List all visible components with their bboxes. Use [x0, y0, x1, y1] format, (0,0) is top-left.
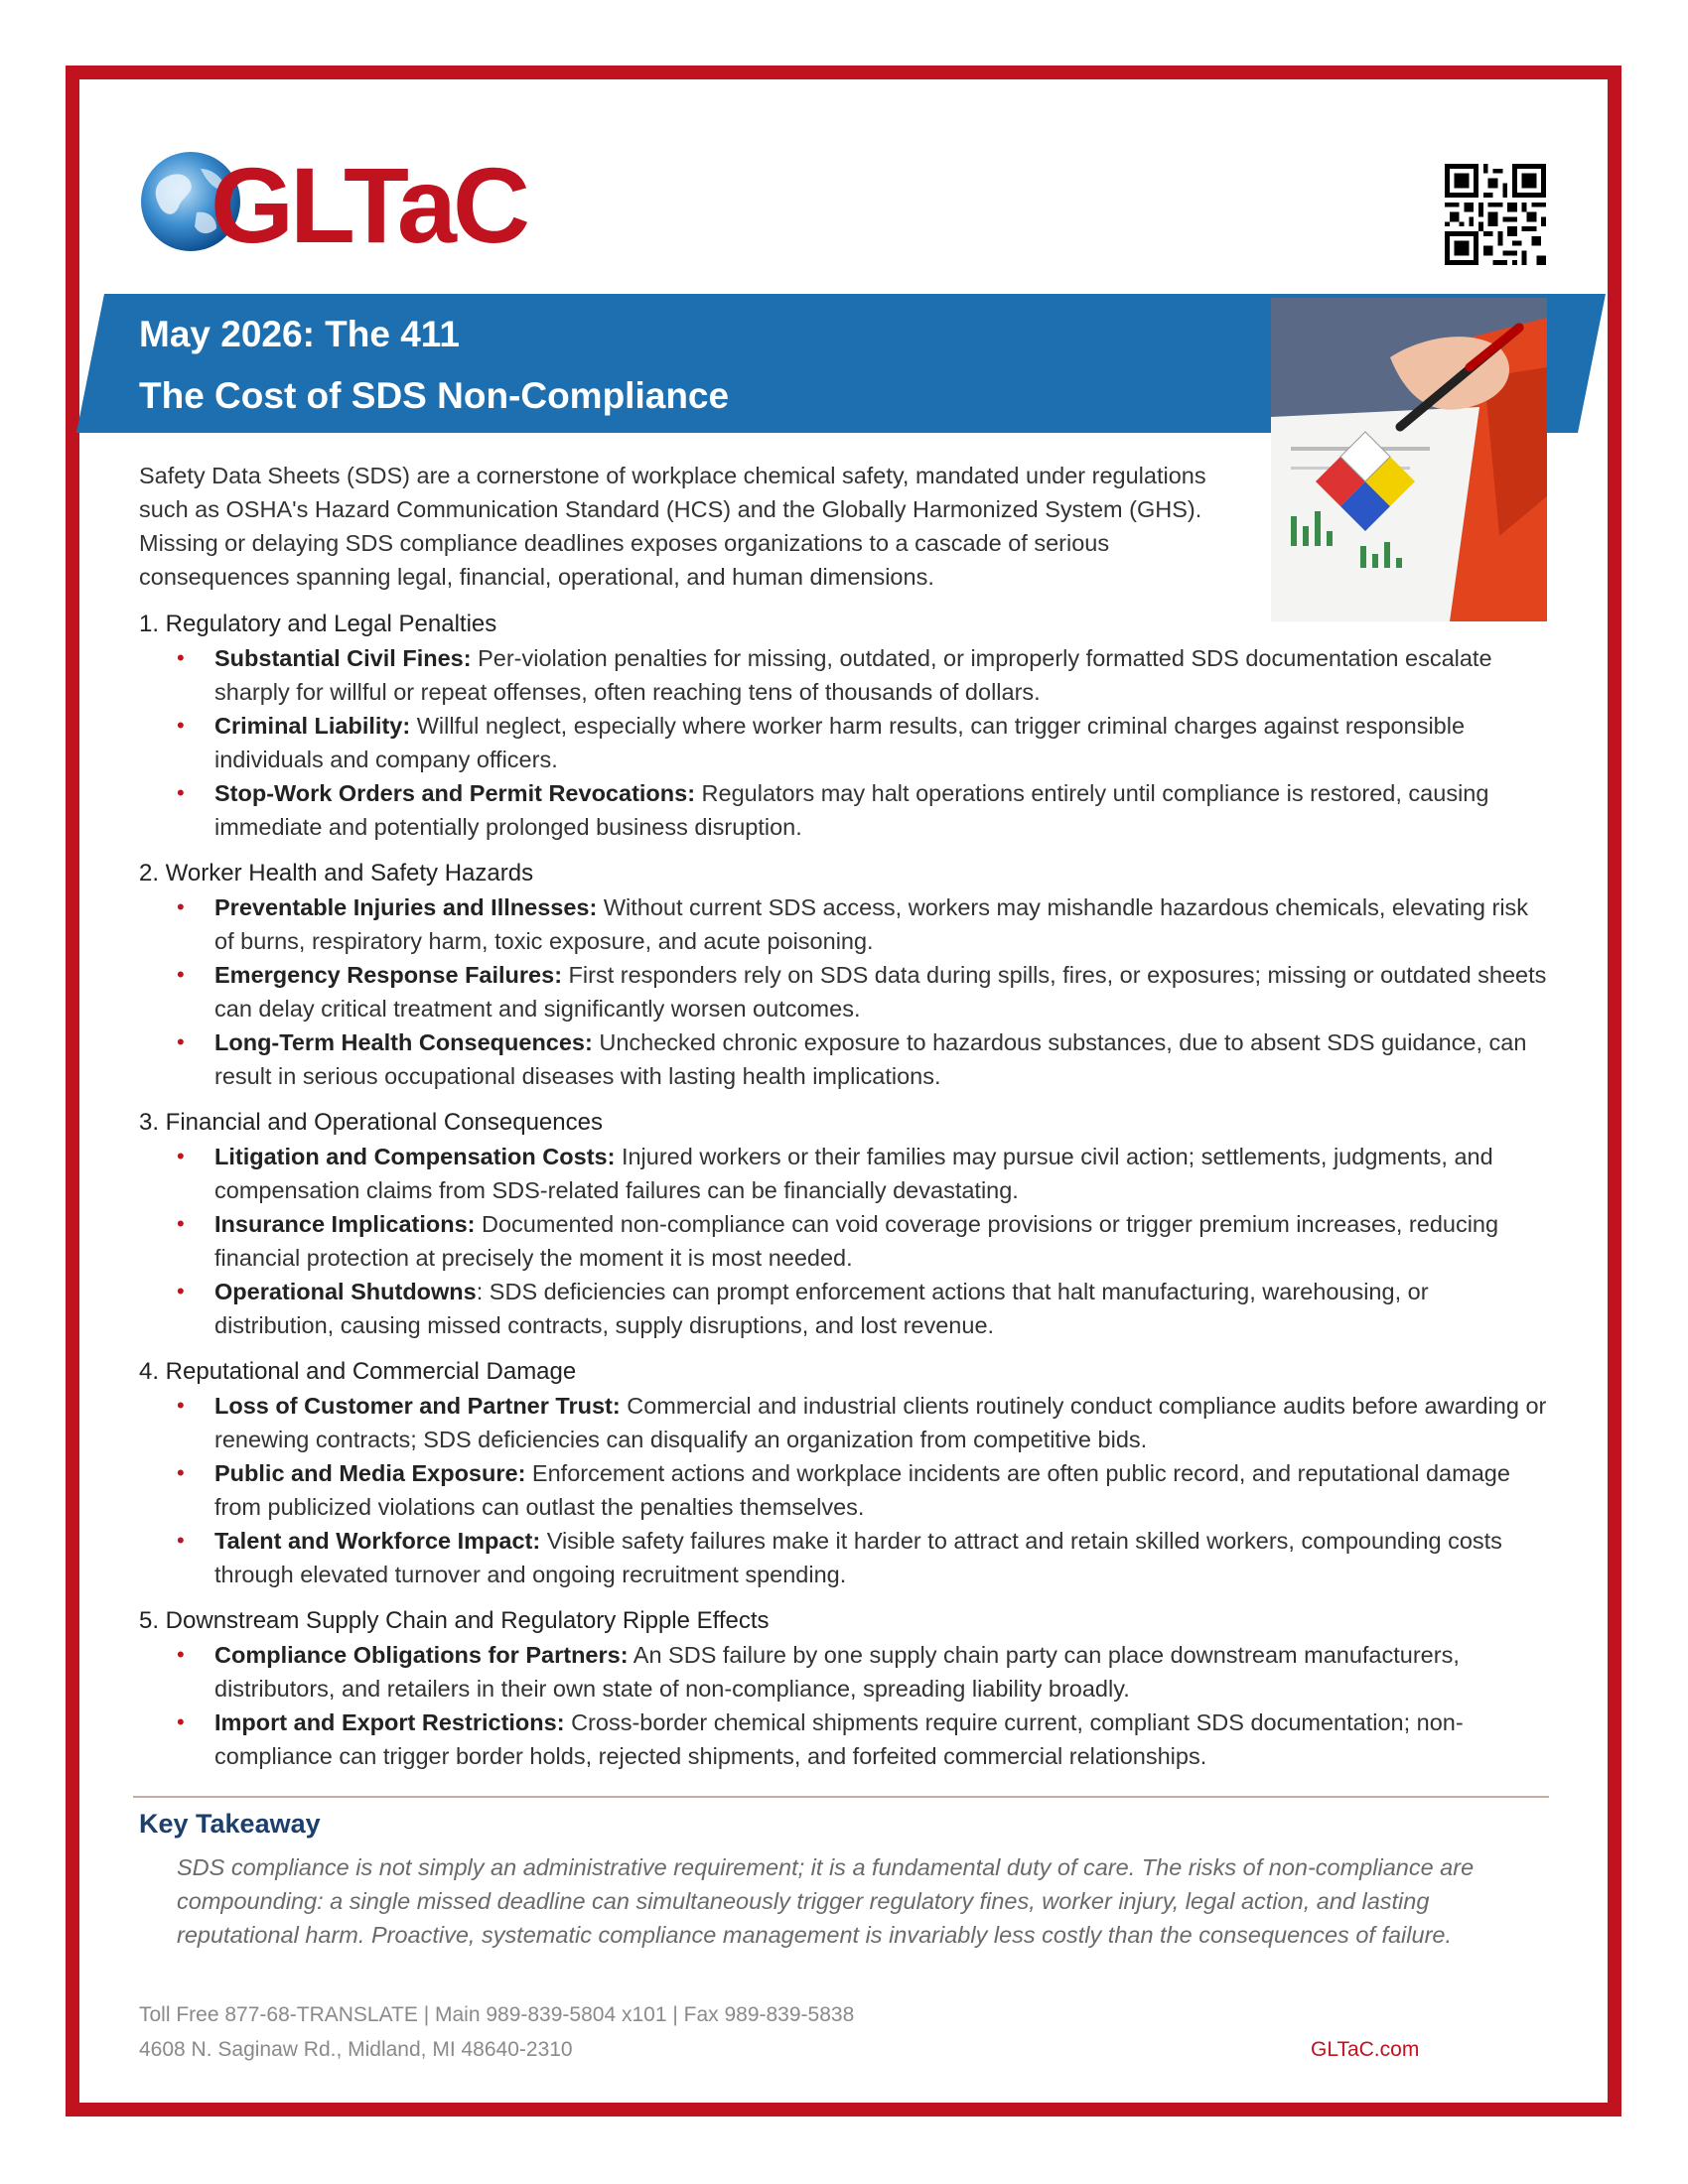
list-item: • Litigation and Compensation Costs: Injured workers or their families may pursue civil action; settlements, judgments, and compensation claims from SDS-related failures can be financially devastating.	[139, 1140, 1549, 1207]
list-item: • Criminal Liability: Willful neglect, especially where worker harm results, can trigger criminal charges against responsible individuals and company officers.	[139, 709, 1549, 776]
bullet-icon: •	[177, 894, 185, 919]
bullet-icon: •	[177, 1393, 185, 1418]
section-financial	[139, 1106, 1549, 1342]
section-reputational	[139, 1355, 1549, 1591]
bullet-icon: •	[177, 1211, 185, 1236]
section-title: 5. Downstream Supply Chain and Regulatory Ripple Effects	[139, 1607, 770, 1634]
bullet-icon: •	[177, 1144, 185, 1168]
key-takeaway-heading: Key Takeaway	[139, 1809, 321, 1839]
list-item: • Substantial Civil Fines: Per-violation penalties for missing, outdated, or improperly formatted SDS documentation escalate sharply for willful or repeat offenses, often reaching tens of thousands of dollars.	[139, 641, 1549, 709]
footer-address: 4608 N. Saginaw Rd., Midland, MI 48640-2310	[139, 2038, 573, 2061]
bullet-icon: •	[177, 1709, 185, 1734]
section-worker-health	[139, 857, 1549, 1093]
bullet-icon: •	[177, 780, 185, 805]
bullet-icon: •	[177, 645, 185, 670]
divider	[133, 1796, 1549, 1798]
gltac-logo	[139, 147, 556, 256]
list-item: • Stop-Work Orders and Permit Revocations: Regulators may halt operations entirely until compliance is restored, causing immediate and potentially prolonged business disruption.	[139, 776, 1549, 844]
article-title: The Cost of SDS Non-Compliance	[139, 375, 730, 416]
list-item: • Emergency Response Failures: First responders rely on SDS data during spills, fires, or exposures; missing or outdated sheets can delay critical treatment and significantly worsen outcomes.	[139, 958, 1549, 1025]
bullet-icon: •	[177, 1642, 185, 1667]
list-item: • Insurance Implications: Documented non-compliance can void coverage provisions or trigger premium increases, reducing financial protection at precisely the moment it is most needed.	[139, 1207, 1549, 1275]
list-item: • Talent and Workforce Impact: Visible safety failures make it harder to attract and retain skilled workers, compounding costs through elevated turnover and ongoing recruitment spending.	[139, 1524, 1549, 1591]
hand-writing-photo	[1271, 298, 1547, 621]
intro-paragraph: Safety Data Sheets (SDS) are a cornerstone of workplace chemical safety, mandated under regulations such as OSHA's Hazard Communication Standard (HCS) and the Globally Harmonized System (GHS). Missing or delaying SDS compliance deadlines exposes organizations to a cascade of serious consequences spanning legal, financial, operational, and human dimensions.	[139, 463, 1206, 590]
bullet-icon: •	[177, 1279, 185, 1303]
list-item: • Long-Term Health Consequences: Unchecked chronic exposure to hazardous substances, due to absent SDS guidance, can result in serious occupational diseases with lasting health implications.	[139, 1025, 1549, 1093]
list-item: • Public and Media Exposure: Enforcement actions and workplace incidents are often public record, and reputational damage from publicized violations can outlast the penalties themselves.	[139, 1456, 1549, 1524]
section-supply-chain	[139, 1604, 1549, 1773]
section-regulatory	[139, 608, 1549, 844]
list-item: • Import and Export Restrictions: Cross-border chemical shipments require current, compliant SDS documentation; non-compliance can trigger border holds, rejected shipments, and forfeited commercial relationships.	[139, 1706, 1549, 1773]
svg-text:GLTaC: GLTaC	[211, 147, 526, 256]
website-link[interactable]: GLTaC.com	[1311, 2038, 1420, 2061]
sections-list	[139, 608, 1549, 1786]
bullet-icon: •	[177, 713, 185, 738]
list-item: • Loss of Customer and Partner Trust: Commercial and industrial clients routinely conduct compliance audits before awarding or renewing contracts; SDS deficiencies can disqualify an organization from competitive bids.	[139, 1389, 1549, 1456]
bullet-icon: •	[177, 962, 185, 987]
bullet-icon: •	[177, 1528, 185, 1553]
section-title: 3. Financial and Operational Consequences	[139, 1109, 603, 1136]
section-title: 1. Regulatory and Legal Penalties	[139, 611, 497, 637]
list-item: • Preventable Injuries and Illnesses: Without current SDS access, workers may mishandle hazardous chemicals, elevating risk of burns, respiratory harm, toxic exposure, and acute poisoning.	[139, 890, 1549, 958]
list-item: • Operational Shutdowns: SDS deficiencies can prompt enforcement actions that halt manufacturing, warehousing, or distribution, causing missed contracts, supply disruptions, and lost revenue.	[139, 1275, 1549, 1342]
bullet-icon: •	[177, 1029, 185, 1054]
qr-code[interactable]	[1445, 164, 1546, 265]
section-title: 2. Worker Health and Safety Hazards	[139, 860, 534, 887]
list-item: • Compliance Obligations for Partners: An SDS failure by one supply chain party can place downstream manufacturers, distributors, and retailers in their own state of non-compliance, spreading liability broadly.	[139, 1638, 1549, 1706]
footer-phone-line: Toll Free 877-68-TRANSLATE | Main 989-839-5804 x101 | Fax 989-839-5838	[139, 2003, 855, 2026]
section-title: 4. Reputational and Commercial Damage	[139, 1358, 577, 1385]
bullet-icon: •	[177, 1460, 185, 1485]
key-takeaway-text: SDS compliance is not simply an administrative requirement; it is a fundamental duty of care. The risks of non-compliance are compounding: a single missed deadline can simultaneously trigger regulatory fines, worker injury, legal action, and lasting reputational harm. Proactive, systematic compliance management is invariably less costly than the consequences of failure.	[177, 1854, 1475, 1948]
issue-title: May 2026: The 411	[139, 314, 460, 354]
